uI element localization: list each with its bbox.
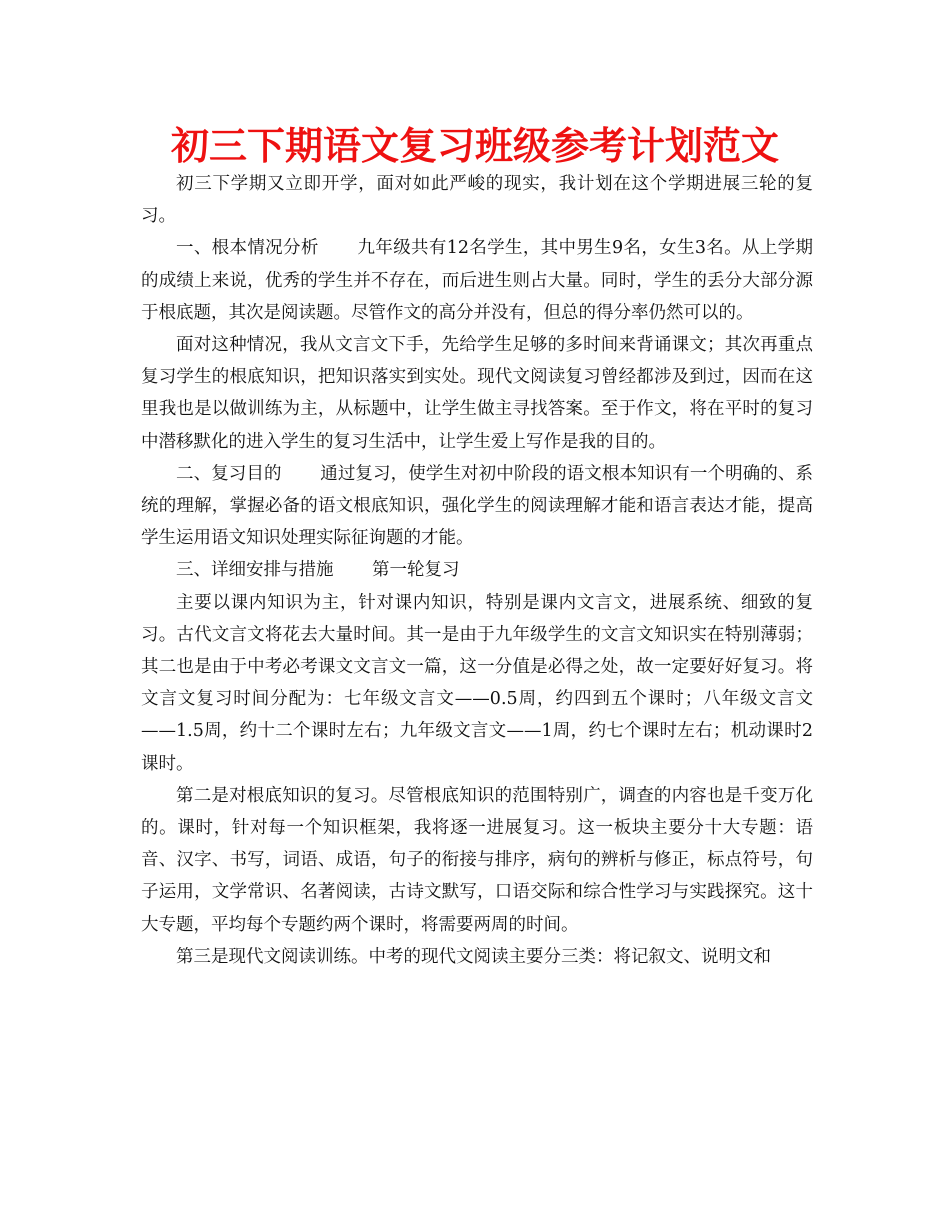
paragraph-basic-situation <box>141 232 813 329</box>
paragraph-reading-training <box>141 941 813 973</box>
document-body <box>141 168 813 973</box>
paragraph-text: 第三是现代文阅读训练。中考的现代文阅读主要分三类：将记叙文、说明文和 <box>176 946 771 967</box>
paragraph-basics-review <box>141 780 813 941</box>
paragraph-text: 九年级共有12名学生，其中男生9名，女生3名。从上学期的成绩上来说，优秀的学生并不存在，而后进生则占大量。同时，学生的丢分大部分源于根底题，其次是阅读题。尽管作文的高分并没有，但总的得分率仍然可以的。 <box>141 238 813 323</box>
document-title: 初三下期语文复习班级参考计划范文 <box>170 123 779 168</box>
paragraph-text: 通过复习，使学生对初中阶段的语文根本知识有一个明确的、系统的理解，掌握必备的语文根底知识，强化学生的阅读理解才能和语言表达才能，提高学生运用语文知识处理实际征询题的才能。 <box>141 463 814 549</box>
paragraph-round-one <box>141 587 813 780</box>
paragraph-review-goal <box>141 458 813 555</box>
paragraph-intro <box>141 168 813 232</box>
section-heading: 一、根本情况分析 <box>176 238 319 259</box>
paragraph-approach <box>141 329 813 458</box>
paragraph-text: 第二是对根底知识的复习。尽管根底知识的范围特别广，调查的内容也是千变万化的。课时，针对每一个知识框架，我将逐一进展复习。这一板块主要分十大专题：语音、汉字、书写，词语、成语，句子的衔接与排序，病句的辨析与修正，标点符号，句子运用，文学常识、名著阅读，古诗文默写，口语交际和综合性学习与实践探究。这十大专题，平均每个专题约两个课时，将需要两周的时间。 <box>141 785 813 935</box>
section-heading: 三、详细安排与措施 <box>176 560 334 581</box>
paragraph-text: 面对这种情况，我从文言文下手，先给学生足够的多时间来背诵课文；其次再重点复习学生的根底知识，把知识落实到实处。现代文阅读复习曾经都涉及到过，因而在这里我也是以做训练为主，从标题中，让学生做主寻找答案。至于作文，将在平时的复习中潜移默化的进入学生的复习生活中，让学生爱上写作是我的目的。 <box>141 335 813 452</box>
paragraph-text: 初三下学期又立即开学，面对如此严峻的现实，我计划在这个学期进展三轮的复习。 <box>141 174 813 227</box>
paragraph-text: 第一轮复习 <box>372 560 460 581</box>
paragraph-arrangement <box>141 554 813 586</box>
section-heading: 二、复习目的 <box>176 463 282 484</box>
paragraph-text: 主要以课内知识为主，针对课内知识，特别是课内文言文，进展系统、细致的复习。古代文言文将花去大量时间。其一是由于九年级学生的文言文知识实在特别薄弱；其二也是由于中考必考课文文言文一篇，这一分值是必得之处，故一定要好好复习。将文言文复习时间分配为：七年级文言文——0.5周，约四到五个课时；八年级文言文——1.5周，约十二个课时左右；九年级文言文——1周，约七个课时左右；机动课时2课时。 <box>141 592 813 774</box>
